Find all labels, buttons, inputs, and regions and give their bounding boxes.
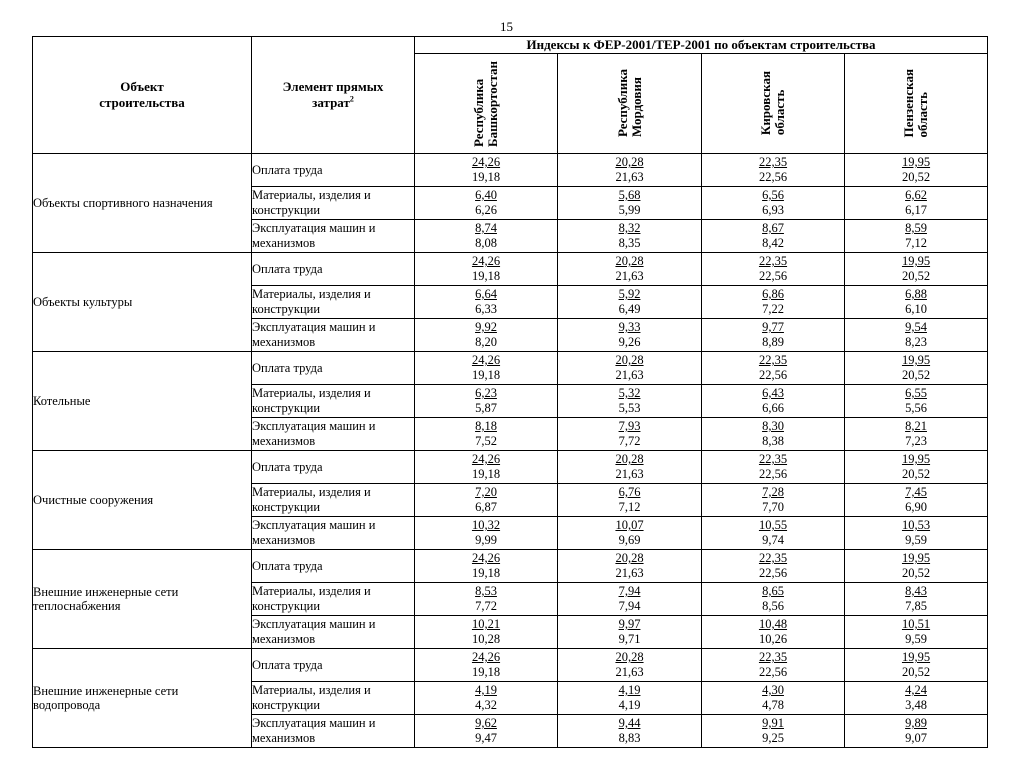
index-value-upper: 24,26 bbox=[471, 254, 501, 268]
index-value-lower: 8,42 bbox=[762, 236, 784, 250]
index-value-upper: 19,95 bbox=[901, 155, 931, 169]
index-value-cell bbox=[845, 352, 988, 385]
index-value-lower: 8,23 bbox=[905, 335, 927, 349]
index-value-cell bbox=[415, 649, 558, 682]
index-value-cell bbox=[702, 352, 845, 385]
index-value-lower: 8,56 bbox=[762, 599, 784, 613]
table-row bbox=[33, 451, 988, 484]
index-value-lower: 6,10 bbox=[905, 302, 927, 316]
index-value-lower: 22,56 bbox=[758, 665, 788, 679]
index-value-lower: 22,56 bbox=[758, 170, 788, 184]
index-value-upper: 22,35 bbox=[758, 650, 788, 664]
index-value-cell bbox=[702, 517, 845, 550]
index-value-cell bbox=[558, 583, 702, 616]
index-value-cell bbox=[415, 682, 558, 715]
index-value-lower: 19,18 bbox=[471, 269, 501, 283]
index-value-cell bbox=[558, 484, 702, 517]
index-value-cell bbox=[558, 319, 702, 352]
index-value-lower: 7,72 bbox=[618, 434, 641, 448]
index-value-lower: 20,52 bbox=[901, 269, 931, 283]
index-value-upper: 8,21 bbox=[905, 419, 927, 433]
index-value-upper: 6,56 bbox=[762, 188, 784, 202]
index-value-upper: 9,54 bbox=[905, 320, 927, 334]
index-value-upper: 6,62 bbox=[905, 188, 927, 202]
index-value-cell bbox=[415, 583, 558, 616]
index-value-cell bbox=[845, 253, 988, 286]
index-value-cell bbox=[415, 319, 558, 352]
index-value-cell bbox=[415, 187, 558, 220]
index-value-cell bbox=[845, 418, 988, 451]
index-value-cell bbox=[558, 385, 702, 418]
index-value-upper: 5,68 bbox=[618, 188, 641, 202]
index-value-lower: 8,08 bbox=[475, 236, 497, 250]
index-value-lower: 20,52 bbox=[901, 467, 931, 481]
index-value-cell bbox=[702, 451, 845, 484]
region-label: Республика Мордовия bbox=[614, 69, 644, 138]
index-value-cell bbox=[845, 220, 988, 253]
index-value-cell bbox=[845, 649, 988, 682]
index-value-cell bbox=[702, 220, 845, 253]
table-row bbox=[33, 253, 988, 286]
index-value-lower: 5,53 bbox=[618, 401, 641, 415]
index-value-upper: 20,28 bbox=[615, 650, 644, 664]
cost-element-cell: Материалы, изделия и конструкции bbox=[252, 187, 415, 220]
index-value-lower: 4,32 bbox=[475, 698, 497, 712]
cost-element-cell: Материалы, изделия и конструкции bbox=[252, 385, 415, 418]
index-value-cell bbox=[415, 154, 558, 187]
index-value-cell bbox=[702, 682, 845, 715]
index-value-cell bbox=[845, 286, 988, 319]
index-value-cell bbox=[558, 418, 702, 451]
index-value-lower: 9,74 bbox=[762, 533, 784, 547]
index-value-upper: 9,77 bbox=[762, 320, 784, 334]
cost-element-cell: Эксплуатация машин и механизмов bbox=[252, 616, 415, 649]
index-value-cell bbox=[845, 616, 988, 649]
index-value-lower: 10,28 bbox=[471, 632, 501, 646]
object-name-cell: Внешние инженерные сети водопровода bbox=[33, 649, 252, 748]
table-row bbox=[33, 649, 988, 682]
index-value-cell bbox=[845, 451, 988, 484]
index-value-lower: 9,69 bbox=[618, 533, 641, 547]
index-value-cell bbox=[845, 550, 988, 583]
index-value-lower: 5,56 bbox=[905, 401, 927, 415]
index-value-cell bbox=[558, 253, 702, 286]
index-value-upper: 6,88 bbox=[905, 287, 927, 301]
index-value-upper: 20,28 bbox=[615, 551, 644, 565]
index-value-lower: 7,94 bbox=[618, 599, 641, 613]
object-name-cell: Объекты спортивного назначения bbox=[33, 154, 252, 253]
table-row bbox=[33, 352, 988, 385]
index-value-cell bbox=[415, 517, 558, 550]
index-value-lower: 9,07 bbox=[905, 731, 927, 745]
index-value-lower: 6,17 bbox=[905, 203, 927, 217]
table-body bbox=[33, 154, 988, 748]
index-value-lower: 8,20 bbox=[475, 335, 497, 349]
object-name-cell: Очистные сооружения bbox=[33, 451, 252, 550]
index-value-lower: 21,63 bbox=[615, 170, 644, 184]
index-value-upper: 10,51 bbox=[901, 617, 931, 631]
index-value-upper: 22,35 bbox=[758, 254, 788, 268]
index-value-upper: 7,28 bbox=[762, 485, 784, 499]
index-value-upper: 24,26 bbox=[471, 452, 501, 466]
index-value-upper: 9,44 bbox=[618, 716, 641, 730]
index-value-cell bbox=[558, 286, 702, 319]
cost-element-cell: Эксплуатация машин и механизмов bbox=[252, 517, 415, 550]
cost-element-cell: Эксплуатация машин и механизмов bbox=[252, 319, 415, 352]
index-value-upper: 20,28 bbox=[615, 254, 644, 268]
index-value-upper: 7,20 bbox=[475, 485, 497, 499]
index-value-cell bbox=[558, 352, 702, 385]
index-value-upper: 10,32 bbox=[471, 518, 501, 532]
index-value-cell bbox=[415, 451, 558, 484]
index-value-lower: 4,78 bbox=[762, 698, 784, 712]
index-value-lower: 7,85 bbox=[905, 599, 927, 613]
region-header-penza bbox=[845, 54, 988, 154]
index-value-lower: 9,25 bbox=[762, 731, 784, 745]
index-value-lower: 19,18 bbox=[471, 170, 501, 184]
index-value-cell bbox=[845, 715, 988, 748]
index-value-upper: 4,19 bbox=[475, 683, 497, 697]
index-value-lower: 4,19 bbox=[618, 698, 641, 712]
indices-header: Индексы к ФЕР-2001/ТЕР-2001 по объектам строительства bbox=[415, 37, 988, 54]
cost-element-cell: Оплата труда bbox=[252, 649, 415, 682]
index-value-upper: 8,53 bbox=[475, 584, 497, 598]
index-value-lower: 8,89 bbox=[762, 335, 784, 349]
index-value-upper: 5,92 bbox=[618, 287, 641, 301]
index-value-cell bbox=[845, 385, 988, 418]
region-header-mordovia bbox=[558, 54, 702, 154]
index-value-upper: 8,18 bbox=[475, 419, 497, 433]
index-value-upper: 8,67 bbox=[762, 221, 784, 235]
index-value-lower: 5,87 bbox=[475, 401, 497, 415]
index-value-upper: 8,30 bbox=[762, 419, 784, 433]
index-value-upper: 8,65 bbox=[762, 584, 784, 598]
index-value-upper: 10,21 bbox=[471, 617, 501, 631]
index-value-cell bbox=[558, 154, 702, 187]
index-value-upper: 6,76 bbox=[618, 485, 641, 499]
cost-element-cell: Эксплуатация машин и механизмов bbox=[252, 715, 415, 748]
index-value-upper: 4,24 bbox=[905, 683, 927, 697]
index-value-lower: 5,99 bbox=[618, 203, 641, 217]
index-value-lower: 7,72 bbox=[475, 599, 497, 613]
index-value-upper: 19,95 bbox=[901, 650, 931, 664]
index-value-lower: 8,35 bbox=[618, 236, 641, 250]
index-value-upper: 24,26 bbox=[471, 650, 501, 664]
index-value-upper: 10,53 bbox=[901, 518, 931, 532]
index-value-cell bbox=[415, 715, 558, 748]
index-value-lower: 21,63 bbox=[615, 665, 644, 679]
index-value-upper: 9,62 bbox=[475, 716, 497, 730]
index-value-lower: 21,63 bbox=[615, 467, 644, 481]
index-value-cell bbox=[415, 616, 558, 649]
element-column-header-label: Элемент прямых затрат bbox=[282, 79, 384, 110]
index-value-upper: 7,94 bbox=[618, 584, 641, 598]
index-value-cell bbox=[415, 286, 558, 319]
index-value-upper: 22,35 bbox=[758, 353, 788, 367]
cost-element-cell: Материалы, изделия и конструкции bbox=[252, 583, 415, 616]
index-value-lower: 6,93 bbox=[762, 203, 784, 217]
index-value-lower: 6,66 bbox=[762, 401, 784, 415]
index-value-upper: 6,64 bbox=[475, 287, 497, 301]
index-value-upper: 6,86 bbox=[762, 287, 784, 301]
cost-element-cell: Эксплуатация машин и механизмов bbox=[252, 418, 415, 451]
index-value-cell bbox=[558, 550, 702, 583]
index-value-lower: 8,38 bbox=[762, 434, 784, 448]
index-value-upper: 22,35 bbox=[758, 155, 788, 169]
index-value-cell bbox=[415, 484, 558, 517]
cost-element-cell: Материалы, изделия и конструкции bbox=[252, 484, 415, 517]
object-name-cell: Внешние инженерные сети теплоснабжения bbox=[33, 550, 252, 649]
index-value-upper: 19,95 bbox=[901, 551, 931, 565]
cost-element-cell: Оплата труда bbox=[252, 550, 415, 583]
cost-element-cell: Эксплуатация машин и механизмов bbox=[252, 220, 415, 253]
object-name-cell: Объекты культуры bbox=[33, 253, 252, 352]
index-value-lower: 19,18 bbox=[471, 467, 501, 481]
index-value-lower: 20,52 bbox=[901, 368, 931, 382]
index-value-cell bbox=[702, 583, 845, 616]
cost-element-cell: Материалы, изделия и конструкции bbox=[252, 682, 415, 715]
index-value-upper: 9,89 bbox=[905, 716, 927, 730]
index-value-lower: 20,52 bbox=[901, 170, 931, 184]
region-header-bashkortostan bbox=[415, 54, 558, 154]
index-value-upper: 19,95 bbox=[901, 452, 931, 466]
index-value-upper: 10,55 bbox=[758, 518, 788, 532]
region-label: Кировская область bbox=[758, 71, 787, 136]
index-value-lower: 6,26 bbox=[475, 203, 497, 217]
index-value-upper: 9,97 bbox=[618, 617, 641, 631]
index-value-upper: 7,45 bbox=[905, 485, 927, 499]
index-value-upper: 24,26 bbox=[471, 551, 501, 565]
index-value-lower: 19,18 bbox=[471, 566, 501, 580]
index-value-cell bbox=[415, 385, 558, 418]
index-value-lower: 21,63 bbox=[615, 368, 644, 382]
index-value-lower: 9,47 bbox=[475, 731, 497, 745]
index-value-lower: 7,70 bbox=[762, 500, 784, 514]
index-value-lower: 7,52 bbox=[475, 434, 497, 448]
index-value-lower: 7,12 bbox=[618, 500, 641, 514]
index-value-upper: 20,28 bbox=[615, 155, 644, 169]
index-value-lower: 9,26 bbox=[618, 335, 641, 349]
page-number: 15 bbox=[500, 19, 513, 34]
index-value-upper: 4,30 bbox=[762, 683, 784, 697]
index-value-lower: 7,23 bbox=[905, 434, 927, 448]
index-value-cell bbox=[702, 649, 845, 682]
index-value-lower: 6,87 bbox=[475, 500, 497, 514]
region-label: Республика Башкортостан bbox=[471, 60, 500, 147]
index-value-cell bbox=[558, 715, 702, 748]
index-value-lower: 22,56 bbox=[758, 566, 788, 580]
index-value-cell bbox=[415, 418, 558, 451]
index-value-upper: 8,43 bbox=[905, 584, 927, 598]
index-value-upper: 6,43 bbox=[762, 386, 784, 400]
index-value-lower: 22,56 bbox=[758, 269, 788, 283]
index-value-upper: 22,35 bbox=[758, 452, 788, 466]
index-value-cell bbox=[558, 187, 702, 220]
index-value-upper: 8,74 bbox=[475, 221, 497, 235]
index-value-cell bbox=[415, 253, 558, 286]
index-value-upper: 19,95 bbox=[901, 353, 931, 367]
index-value-cell bbox=[415, 220, 558, 253]
index-value-upper: 22,35 bbox=[758, 551, 788, 565]
index-value-cell bbox=[415, 352, 558, 385]
index-value-upper: 19,95 bbox=[901, 254, 931, 268]
index-value-upper: 9,91 bbox=[762, 716, 784, 730]
index-value-cell bbox=[702, 187, 845, 220]
index-value-cell bbox=[558, 682, 702, 715]
index-value-cell bbox=[845, 187, 988, 220]
index-value-upper: 4,19 bbox=[618, 683, 641, 697]
index-value-upper: 5,32 bbox=[618, 386, 641, 400]
index-value-lower: 8,83 bbox=[618, 731, 641, 745]
object-column-header-label: Объект строительства bbox=[99, 79, 185, 110]
index-value-upper: 9,92 bbox=[475, 320, 497, 334]
element-column-header bbox=[252, 37, 415, 154]
index-value-cell bbox=[845, 154, 988, 187]
region-label: Пензенская область bbox=[901, 69, 931, 138]
index-value-upper: 20,28 bbox=[615, 353, 644, 367]
index-value-lower: 9,71 bbox=[618, 632, 641, 646]
index-value-cell bbox=[558, 616, 702, 649]
index-value-cell bbox=[702, 418, 845, 451]
index-value-lower: 6,90 bbox=[905, 500, 927, 514]
index-value-lower: 10,26 bbox=[758, 632, 788, 646]
table-row bbox=[33, 550, 988, 583]
index-value-lower: 21,63 bbox=[615, 269, 644, 283]
index-value-cell bbox=[702, 286, 845, 319]
index-value-upper: 10,48 bbox=[758, 617, 788, 631]
index-value-lower: 9,59 bbox=[905, 632, 927, 646]
index-value-lower: 19,18 bbox=[471, 368, 501, 382]
index-value-cell bbox=[845, 319, 988, 352]
index-value-upper: 24,26 bbox=[471, 155, 501, 169]
index-value-lower: 20,52 bbox=[901, 566, 931, 580]
index-value-upper: 24,26 bbox=[471, 353, 501, 367]
index-value-cell bbox=[558, 220, 702, 253]
cost-element-cell: Оплата труда bbox=[252, 154, 415, 187]
index-value-upper: 10,07 bbox=[615, 518, 644, 532]
index-value-cell bbox=[845, 517, 988, 550]
index-value-cell bbox=[702, 253, 845, 286]
index-value-upper: 6,40 bbox=[475, 188, 497, 202]
table-row bbox=[33, 154, 988, 187]
index-value-upper: 6,23 bbox=[475, 386, 497, 400]
index-value-lower: 7,12 bbox=[905, 236, 927, 250]
index-value-cell bbox=[702, 385, 845, 418]
index-value-lower: 9,59 bbox=[905, 533, 927, 547]
index-value-cell bbox=[702, 484, 845, 517]
index-value-cell bbox=[415, 550, 558, 583]
index-value-cell bbox=[702, 616, 845, 649]
index-value-lower: 22,56 bbox=[758, 368, 788, 382]
index-value-upper: 8,59 bbox=[905, 221, 927, 235]
index-value-lower: 20,52 bbox=[901, 665, 931, 679]
element-footnote-marker: 2 bbox=[349, 94, 354, 104]
index-value-cell bbox=[558, 517, 702, 550]
object-name-cell: Котельные bbox=[33, 352, 252, 451]
index-value-upper: 6,55 bbox=[905, 386, 927, 400]
index-value-upper: 8,32 bbox=[618, 221, 641, 235]
cost-element-cell: Оплата труда bbox=[252, 352, 415, 385]
index-table bbox=[32, 36, 988, 748]
index-value-lower: 9,99 bbox=[475, 533, 497, 547]
object-column-header bbox=[33, 37, 252, 154]
index-value-cell bbox=[702, 550, 845, 583]
index-value-upper: 20,28 bbox=[615, 452, 644, 466]
index-value-upper: 9,33 bbox=[618, 320, 641, 334]
index-value-cell bbox=[702, 154, 845, 187]
index-value-upper: 7,93 bbox=[618, 419, 641, 433]
index-value-cell bbox=[558, 649, 702, 682]
index-value-cell bbox=[558, 451, 702, 484]
region-header-kirov bbox=[702, 54, 845, 154]
index-value-lower: 22,56 bbox=[758, 467, 788, 481]
index-value-lower: 6,49 bbox=[618, 302, 641, 316]
index-value-cell bbox=[702, 715, 845, 748]
cost-element-cell: Оплата труда bbox=[252, 253, 415, 286]
cost-element-cell: Материалы, изделия и конструкции bbox=[252, 286, 415, 319]
index-value-lower: 21,63 bbox=[615, 566, 644, 580]
index-value-cell bbox=[845, 583, 988, 616]
cost-element-cell: Оплата труда bbox=[252, 451, 415, 484]
index-value-lower: 7,22 bbox=[762, 302, 784, 316]
index-value-cell bbox=[702, 319, 845, 352]
index-value-lower: 6,33 bbox=[475, 302, 497, 316]
index-value-lower: 19,18 bbox=[471, 665, 501, 679]
index-value-cell bbox=[845, 484, 988, 517]
index-value-lower: 3,48 bbox=[905, 698, 927, 712]
index-value-cell bbox=[845, 682, 988, 715]
